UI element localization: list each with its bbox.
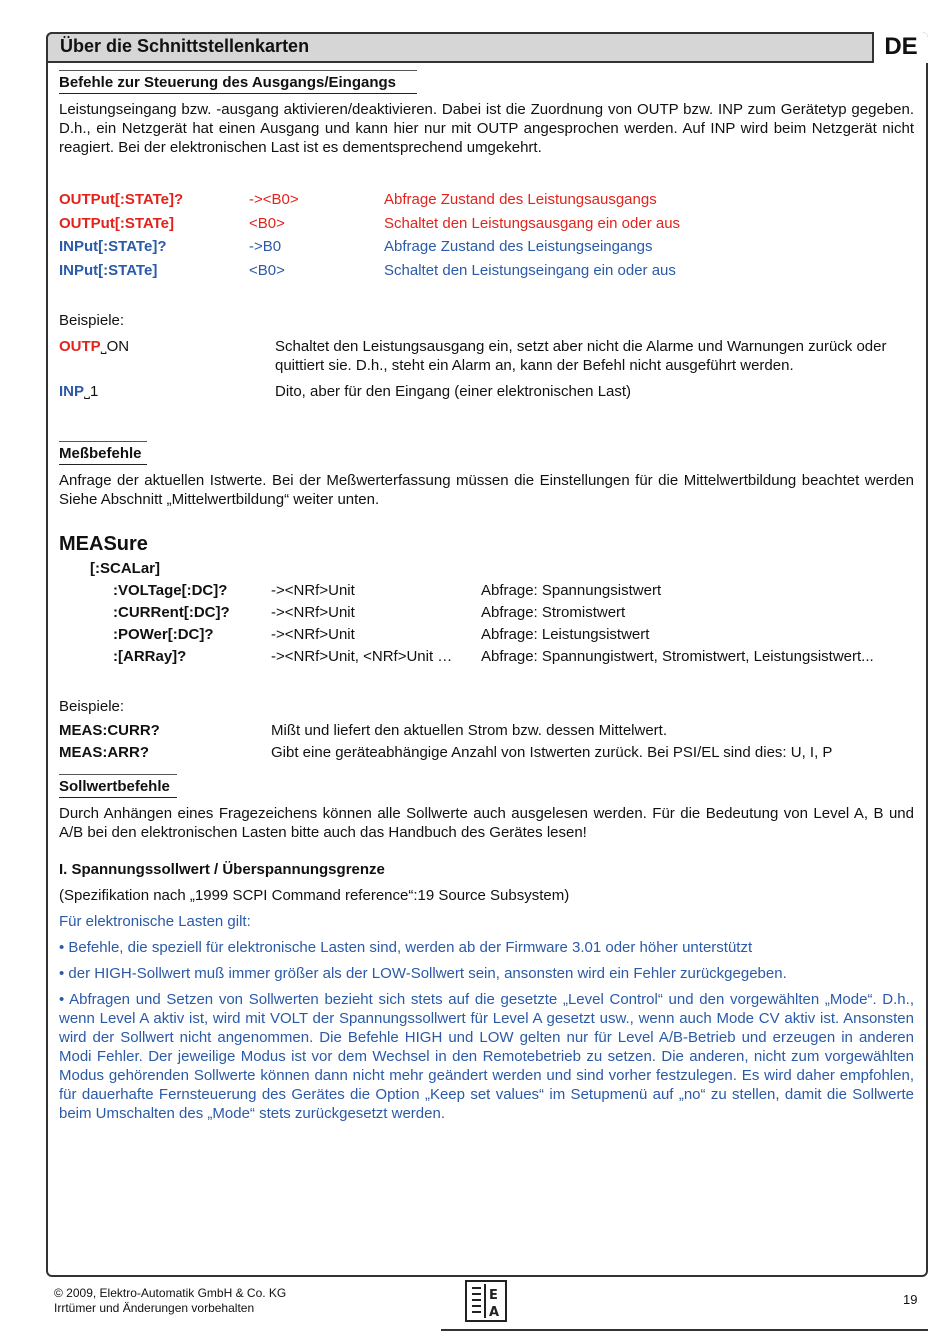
example-cmd: MEAS:ARR?: [59, 744, 149, 761]
example-command: [59, 382, 98, 401]
footer-text: [54, 1286, 286, 1316]
ea-logo: [465, 1280, 507, 1322]
measure-desc: Abfrage: Spannungsistwert: [481, 582, 662, 599]
section-underline: [59, 93, 417, 94]
bullet-item: • der HIGH-Sollwert muß immer größer als der LOW-Sollwert sein, ansonsten wird ein Fehler zurückgegeben.: [59, 965, 787, 982]
measure-command: :POWer[:DC]?: [113, 626, 214, 643]
section-intro: Leistungseingang bzw. -ausgang aktivieren/deaktivieren. Dabei ist die Zuordnung von OUTP bzw. INP zum Gerätetyp gegeben. D.h., ein Netzgerät hat einen Ausgang und kann hier nur mit OUTP angesprochen werden. Auf INP wird beim Netzgerät nicht reagiert. Bei der elektronischen Last ist es dementsprechend umgekehrt.: [59, 101, 914, 156]
disclaimer: Irrtümer und Änderungen vorbehalten: [54, 1301, 255, 1315]
section-heading-measure: Meßbefehle: [59, 445, 142, 462]
space-symbol: ˽: [100, 338, 107, 355]
example-desc-cont: quittiert sie. D.h., steht ein Alarm an, kann der Befehl nicht ausgeführt werden.: [275, 357, 794, 374]
bullet-item: • Befehle, die speziell für elektronische Lasten sind, werden ab der Firmware 3.01 oder höher unterstützt: [59, 939, 753, 956]
bullet-item: • Abfragen und Setzen von Sollwerten bezieht sich stets auf die gesetzte „Level Control“ und den vorgewählten „Mode“. D.h., wenn Level A aktiv ist, wird mit VOLT der Spannungssollwert für Level A gesetzt usw., wenn auch Mode CV aktiv ist. Ansonsten wird der Sollwert nicht angenommen. Die Befehle HIGH und LOW gelten nur für Level A/B-Betrieb und erzeugen in anderen Modi Fehler. Der jeweilige Modus ist vor dem Wechsel in den Remotebetrieb zu setzen. Die anderen, nicht zum vorgewählten Modus gehörenden Sollwerte können dann nicht mehr geändert werden und sind vorher festzulegen. Es wird daher empfohlen, für dauerhafte Fernsteuerung des Gerätes die Option „Keep set values“ im Setupmenü auf „no“ zu stellen, damit die Sollwerte beim Umschalten des „Mode“ stets zurückgesetzt werden.: [59, 991, 914, 1122]
section-intro: Durch Anhängen eines Fragezeichens können alle Sollwerte auch ausgelesen werden. Für die Bedeutung von Level A, B und A/B bei den elektronischen Lasten bitte auch das Handbuch des Gerätes lesen!: [59, 805, 914, 841]
command-name: INPut[:STATe]?: [59, 238, 167, 255]
svg-text:E: E: [489, 1288, 498, 1303]
measure-param: -><NRf>Unit: [271, 626, 355, 643]
command-param: ->B0: [249, 238, 282, 255]
examples-label: Beispiele:: [59, 698, 125, 715]
section-intro: Anfrage der aktuellen Istwerte. Bei der Meßwerterfassung müssen die Einstellungen für die Mittelwertbildung beachtet werden Siehe Abschnitt „Mittelwertbildung“ weiter unten.: [59, 472, 914, 508]
example-desc: Gibt eine geräteabhängige Anzahl von Istwerten zurück. Bei PSI/EL sind dies: U, I, P: [271, 744, 833, 761]
measure-command: :VOLTage[:DC]?: [113, 582, 228, 599]
measure-param: -><NRf>Unit, <NRf>Unit …: [271, 648, 453, 665]
measure-command: :CURRent[:DC]?: [113, 604, 230, 621]
section-rule: [59, 774, 177, 775]
example-desc: Schaltet den Leistungsausgang ein, setzt aber nicht die Alarme und Warnungen zurück oder: [275, 338, 887, 355]
command-name: OUTPut[:STATe]?: [59, 191, 184, 208]
command-param: <B0>: [249, 215, 285, 232]
command-desc: Abfrage Zustand des Leistungseingangs: [384, 238, 653, 255]
measure-desc: Abfrage: Spannungistwert, Stromistwert, Leistungsistwert...: [481, 648, 874, 665]
section-heading-output: Befehle zur Steuerung des Ausgangs/Eingangs: [59, 74, 397, 91]
example-desc: Mißt und liefert den aktuellen Strom bzw. dessen Mittelwert.: [271, 722, 668, 739]
measure-root: MEASure: [59, 533, 148, 555]
command-param: <B0>: [249, 262, 285, 279]
language-badge: DE: [872, 32, 928, 63]
measure-param: -><NRf>Unit: [271, 604, 355, 621]
measure-desc: Abfrage: Stromistwert: [481, 604, 626, 621]
copyright: © 2009, Elektro-Automatik GmbH & Co. KG: [54, 1286, 287, 1300]
section-heading-setpoint: Sollwertbefehle: [59, 778, 170, 795]
subsection-heading: I. Spannungssollwert / Überspannungsgrenze: [59, 861, 385, 878]
command-param: -><B0>: [249, 191, 299, 208]
el-label: Für elektronische Lasten gilt:: [59, 913, 251, 930]
spec-reference: (Spezifikation nach „1999 SCPI Command reference“:19 Source Subsystem): [59, 887, 570, 904]
command-desc: Abfrage Zustand des Leistungsausgangs: [384, 191, 657, 208]
section-rule: [59, 70, 417, 71]
example-cmd: MEAS:CURR?: [59, 722, 160, 739]
examples-label: Beispiele:: [59, 312, 125, 329]
example-arg: 1: [89, 383, 99, 400]
section-underline: [59, 464, 147, 465]
example-cmd: INP: [59, 383, 85, 400]
footer-rule: [441, 1329, 928, 1331]
example-desc: Dito, aber für den Eingang (einer elektronischen Last): [275, 383, 632, 400]
section-underline: [59, 797, 177, 798]
section-rule: [59, 441, 147, 442]
measure-command: :[ARRay]?: [113, 648, 187, 665]
example-cmd: OUTP: [59, 338, 101, 355]
page-number: 19: [903, 1292, 918, 1307]
space-symbol: ˽: [84, 383, 90, 400]
command-desc: Schaltet den Leistungseingang ein oder aus: [384, 262, 676, 279]
measure-subnode: [:SCALar]: [90, 560, 160, 577]
command-desc: Schaltet den Leistungsausgang ein oder aus: [384, 215, 681, 232]
example-arg: ON: [106, 338, 130, 355]
command-name: OUTPut[:STATe]: [59, 215, 174, 232]
measure-desc: Abfrage: Leistungsistwert: [481, 626, 650, 643]
command-name: INPut[:STATe]: [59, 262, 158, 279]
page-title: Über die Schnittstellenkarten: [60, 36, 310, 56]
measure-param: -><NRf>Unit: [271, 582, 355, 599]
svg-text:A: A: [489, 1305, 500, 1320]
example-command: [59, 337, 129, 356]
